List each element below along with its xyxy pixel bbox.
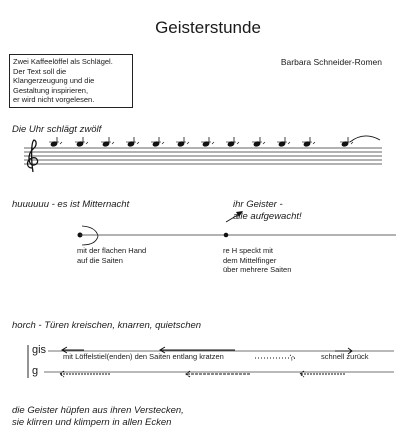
heading-line: sie klirren und klimpern in allen Ecken [12, 417, 172, 428]
caption-flat-hand [77, 246, 146, 265]
section-heading-ghosts-hop [12, 405, 184, 429]
instruction-line: Gestaltung inspirieren, [13, 85, 89, 95]
instruction-line: er wird nicht vorgelesen. [13, 95, 95, 105]
caption-line: auf die Saiten [77, 255, 123, 265]
strike-note [277, 137, 290, 147]
strike-note [176, 137, 189, 147]
fast-back-label: schnell zurück [321, 352, 369, 361]
strike-note [75, 137, 88, 147]
caption-line: re H speckt mit [223, 246, 274, 255]
tie-arc [350, 136, 380, 142]
caption-line: über mehrere Saiten [223, 265, 292, 275]
strike-note [201, 137, 214, 147]
strike-note [302, 137, 315, 147]
section-heading-clock: Die Uhr schlägt zwölf [12, 124, 102, 135]
heading-line: ihr Geister - [233, 199, 283, 210]
instruction-line: Klangerzeugung und die [13, 76, 95, 86]
strike-note [340, 137, 353, 147]
caption-right-hand [223, 246, 291, 275]
heading-line: die Geister hüpfen aus ihren Verstecken, [12, 405, 184, 416]
strike-note [252, 137, 265, 147]
timeline-dot [224, 233, 229, 238]
heading-line: alle aufgewacht! [233, 211, 302, 222]
hand-gesture-mark [78, 226, 99, 245]
composer-name: Barbara Schneider-Romen [280, 57, 382, 67]
strike-note [126, 137, 139, 147]
strike-note [226, 137, 239, 147]
scratch-instruction: mit Löffelstiel(enden) den Saiten entlang kratzen [63, 352, 224, 361]
section-heading-midnight: huuuuuu - es ist Mitternacht [12, 199, 130, 210]
note-label-g: g [32, 365, 39, 377]
note-label-gis: gis [32, 344, 47, 356]
instruction-line: Zwei Kaffeelöffel als Schlägel. [13, 57, 113, 66]
section-heading-doors: horch - Türen kreischen, knarren, quietschen [12, 320, 202, 331]
strike-notes [49, 137, 353, 147]
strike-note [49, 137, 62, 147]
caption-line: dem Mittelfinger [223, 255, 277, 265]
caption-line: mit der flachen Hand [77, 246, 147, 255]
strike-note [101, 137, 114, 147]
instruction-line: Der Text soll die [13, 66, 67, 76]
staff [24, 148, 382, 164]
page-title: Geisterstunde [155, 18, 261, 37]
strike-note [151, 137, 164, 147]
section-heading-ghosts-awake [233, 199, 302, 223]
